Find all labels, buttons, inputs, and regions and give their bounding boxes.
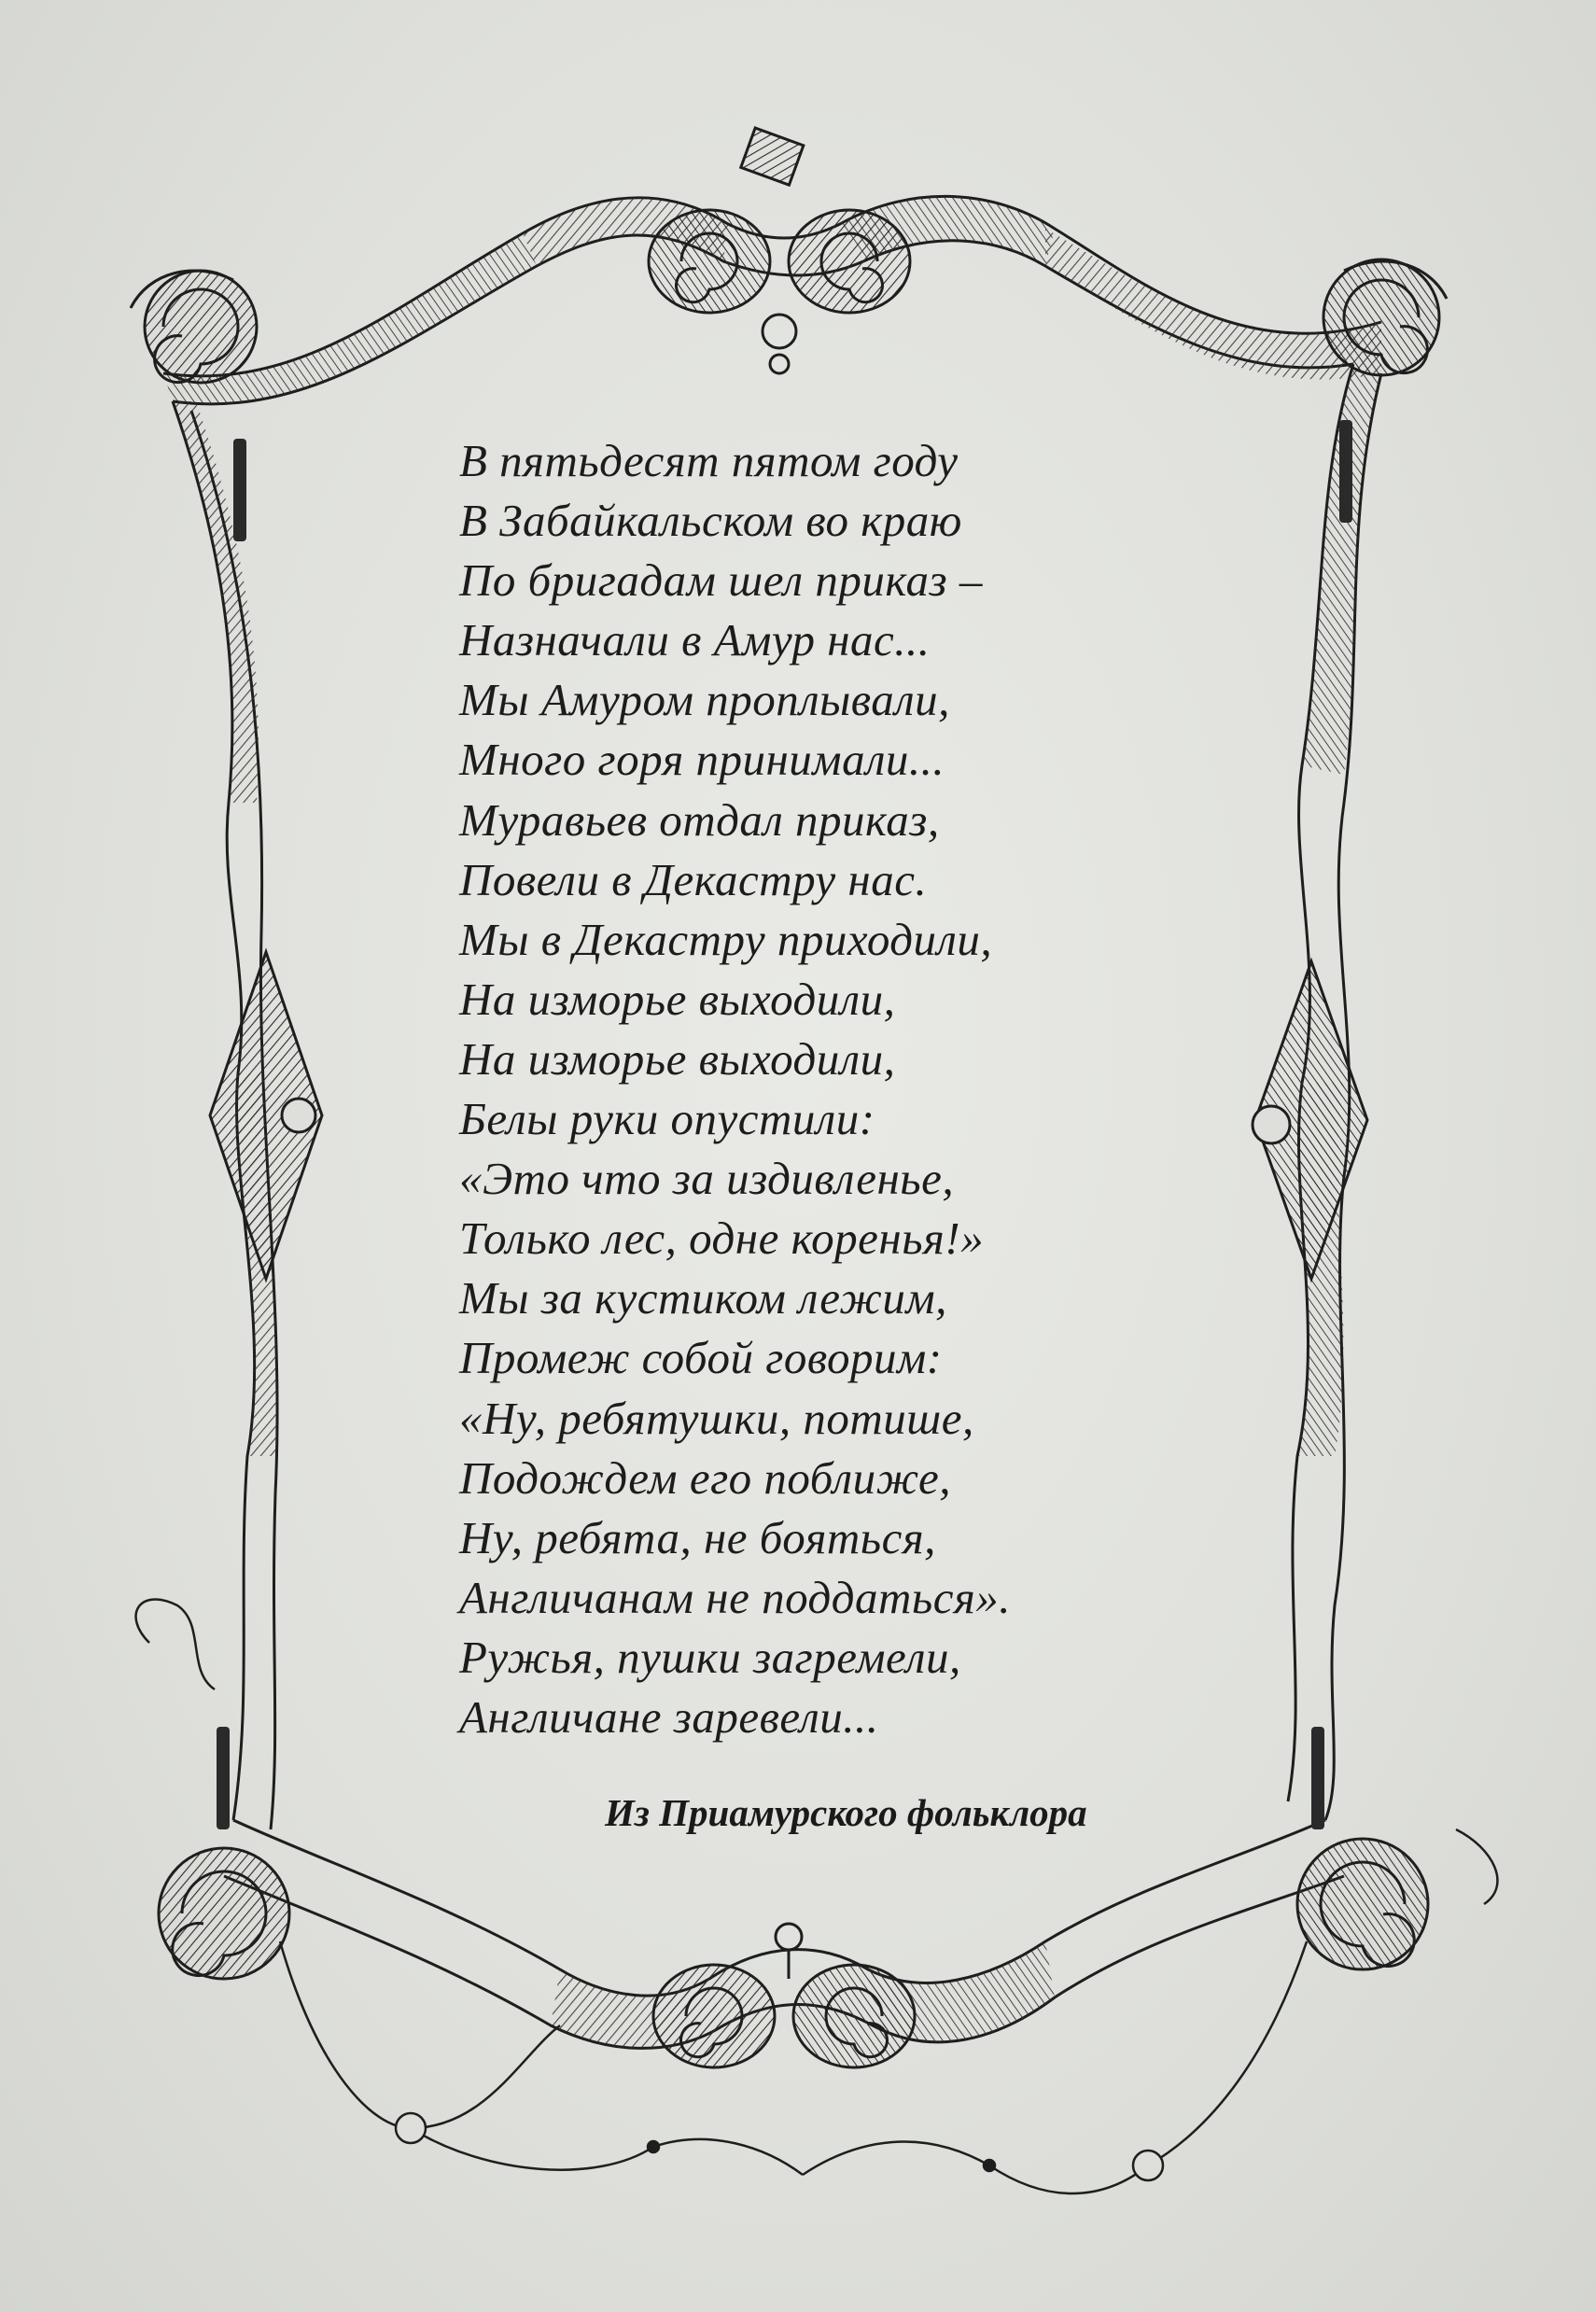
bottom-center-crest (653, 1924, 915, 2067)
poem-line: На изморье выходили, (459, 973, 896, 1025)
poem-line: По бригадам шел приказ – (459, 554, 983, 607)
poem-line: На изморье выходили, (459, 1032, 896, 1085)
poem-line: Повели в Декастру нас. (459, 853, 928, 905)
top-right-scroll (1323, 259, 1447, 375)
poem-line: «Это что за издивленье, (459, 1153, 955, 1205)
poem-line: В пятьдесят пятом году (459, 435, 959, 486)
poem-line: Англичане заревели... (459, 1690, 879, 1743)
poem-line: Англичанам не поддаться». (459, 1571, 1011, 1623)
poem-line: Муравьев отдал приказ, (459, 793, 940, 846)
poem-line: Ружья, пушки загремели, (459, 1631, 961, 1683)
poem-line: Промеж собой говорим: (459, 1332, 943, 1384)
poem-line: Мы Амуром проплывали, (459, 674, 950, 726)
left-diamond (210, 952, 322, 1279)
poem-attribution: Из Приамурского фольклора (605, 1791, 1087, 1834)
poem-line: Назначали в Амур нас... (459, 614, 931, 666)
poem-line: В Забайкальском во краю (459, 495, 962, 547)
top-center-crest (649, 128, 910, 373)
poem-line: Белы руки опустили: (459, 1093, 875, 1145)
poem-line: Ну, ребята, не бояться, (459, 1511, 936, 1563)
poem-line: Мы за кустиком лежим, (459, 1272, 947, 1324)
poem-line: «Ну, ребятушки, потише, (459, 1392, 974, 1444)
poem-text (459, 431, 1299, 1747)
top-left-scroll (131, 271, 257, 383)
poem-line: Много горя принимали... (459, 734, 945, 786)
bottom-right-scroll (1297, 1839, 1428, 1969)
bottom-left-scroll (159, 1848, 289, 1979)
poem-line: Мы в Декастру приходили, (459, 913, 993, 965)
poem-line: Только лес, одне коренья!» (459, 1212, 985, 1265)
poem-line: Подождем его поближе, (459, 1451, 952, 1504)
